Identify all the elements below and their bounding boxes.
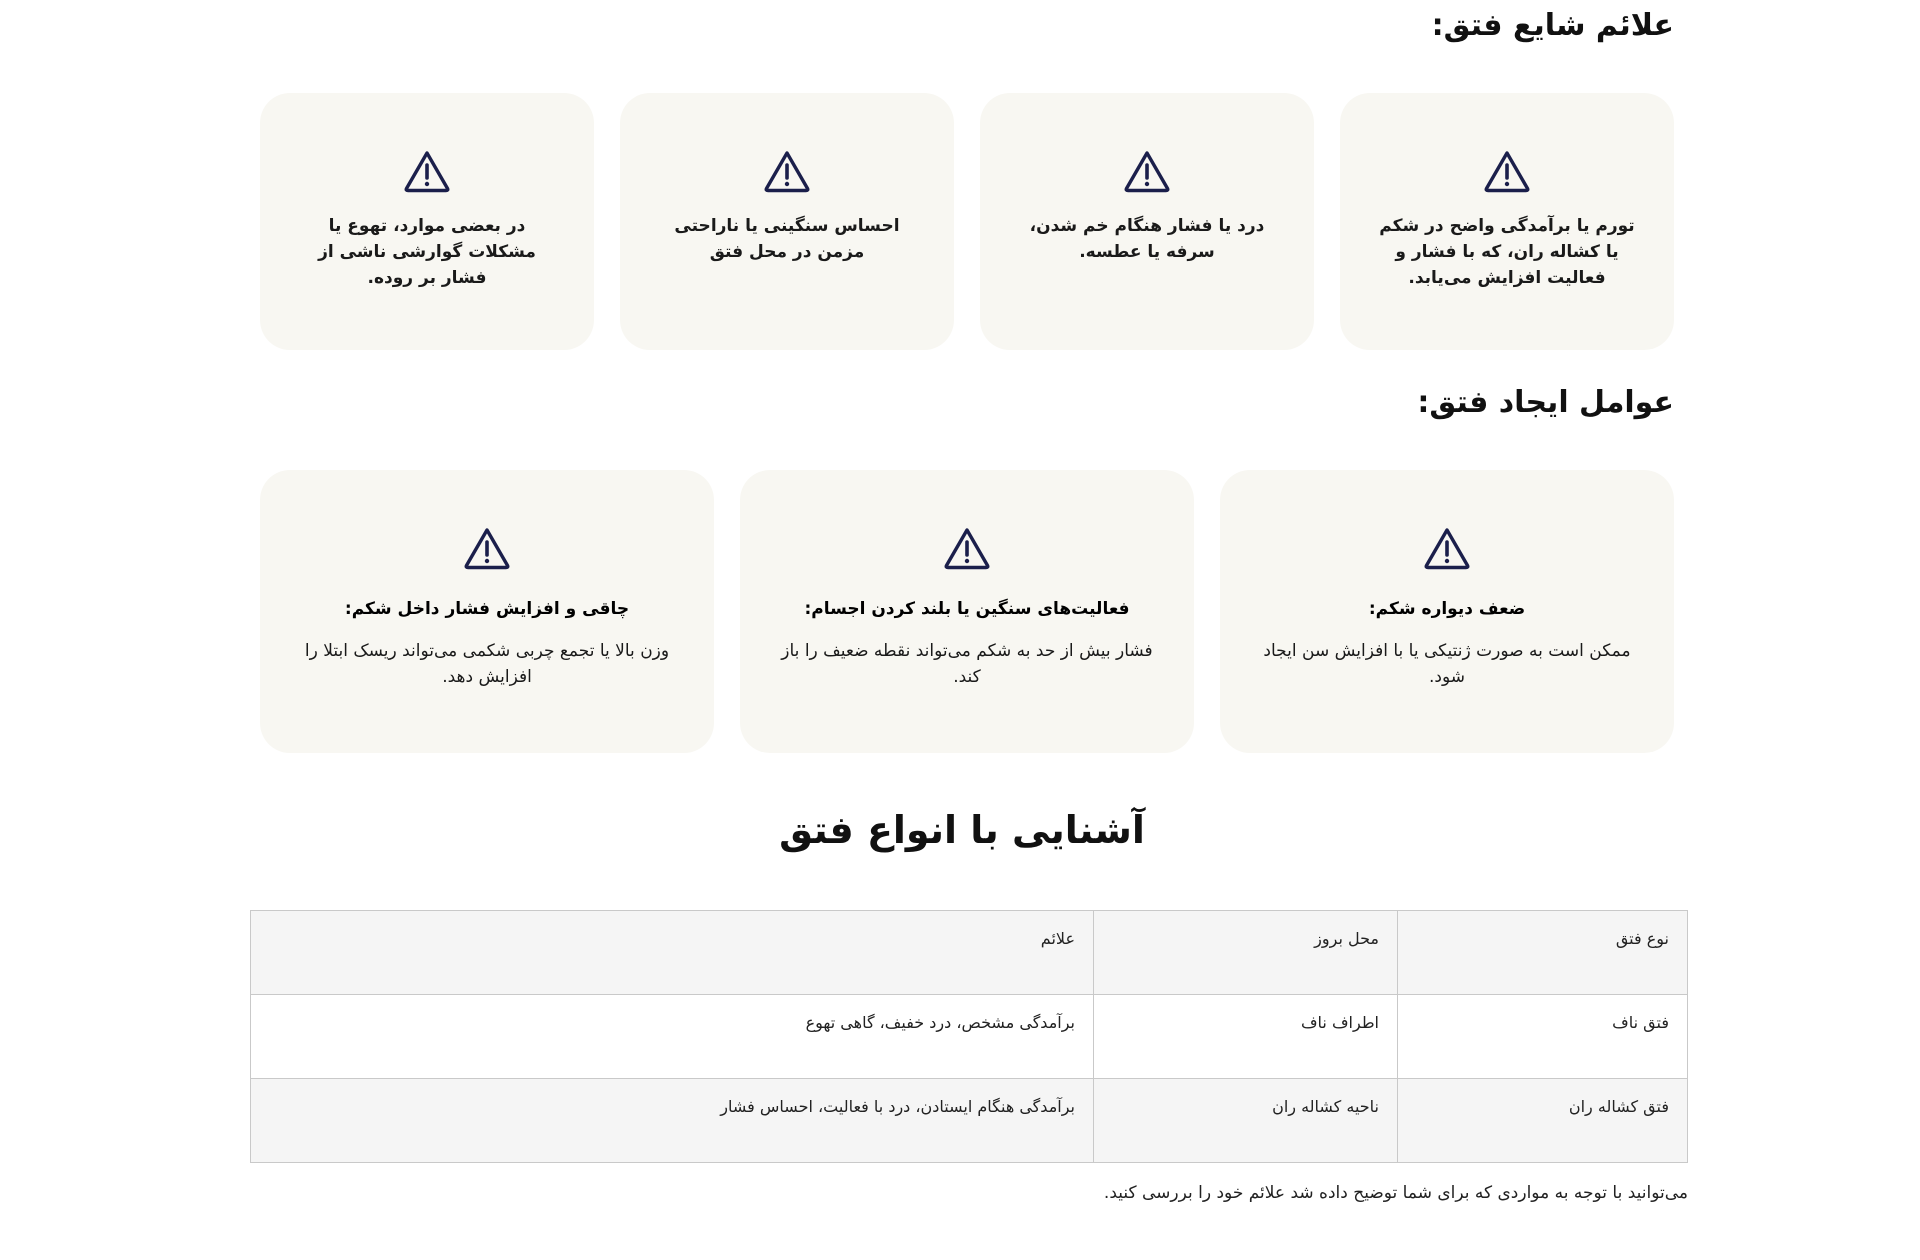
hernia-types-heading: آشنایی با انواع فتق bbox=[779, 808, 1145, 852]
table-cell: برآمدگی هنگام ایستادن، درد با فعالیت، احساس فشار bbox=[251, 1079, 1094, 1163]
cause-title: چاقی و افزایش فشار داخل شکم: bbox=[344, 599, 630, 619]
table-row bbox=[251, 995, 1688, 1079]
symptoms-cards bbox=[260, 93, 1674, 350]
warning-triangle-icon bbox=[1483, 149, 1531, 193]
hernia-types-table bbox=[250, 910, 1688, 1163]
symptom-card bbox=[980, 93, 1314, 350]
cause-title: ضعف دیواره شکم: bbox=[1368, 599, 1526, 619]
cause-description: ممکن است به صورت ژنتیکی یا با افزایش سن ایجاد شود. bbox=[1263, 641, 1631, 687]
symptom-card bbox=[1340, 93, 1674, 350]
symptom-text: تورم یا برآمدگی واضح در شکم یا کشاله ران، که با فشار و فعالیت افزایش می‌یابد. bbox=[1379, 216, 1635, 288]
warning-triangle-icon bbox=[1423, 526, 1471, 570]
cause-title: فعالیت‌های سنگین یا بلند کردن اجسام: bbox=[804, 599, 1130, 619]
cause-card bbox=[260, 470, 714, 753]
table-cell: فتق کشاله ران bbox=[1398, 1079, 1688, 1163]
footer-note: می‌توانید با توجه به مواردی که برای شما توضیح داده شد علائم خود را بررسی کنید. bbox=[1103, 1183, 1688, 1203]
cause-card bbox=[1220, 470, 1674, 753]
warning-triangle-icon bbox=[1123, 149, 1171, 193]
symptom-text: در بعضی موارد، تهوع یا مشکلات گوارشی ناشی از فشار بر روده. bbox=[318, 216, 536, 288]
symptom-card bbox=[620, 93, 954, 350]
cause-description: وزن بالا یا تجمع چربی شکمی می‌تواند ریسک ابتلا را افزایش دهد. bbox=[304, 641, 670, 687]
warning-triangle-icon bbox=[943, 526, 991, 570]
warning-triangle-icon bbox=[463, 526, 511, 570]
symptom-text: احساس سنگینی یا ناراحتی مزمن در محل فتق bbox=[674, 216, 900, 262]
symptom-text: درد یا فشار هنگام خم شدن، سرفه یا عطسه. bbox=[1029, 216, 1265, 262]
symptoms-heading: علائم شایع فتق: bbox=[1431, 8, 1674, 43]
causes-heading: عوامل ایجاد فتق: bbox=[1417, 385, 1674, 420]
cause-description: فشار بیش از حد به شکم می‌تواند نقطه ضعیف را باز کند. bbox=[781, 641, 1153, 687]
table-cell: اطراف ناف bbox=[1094, 995, 1398, 1079]
table-cell: برآمدگی مشخص، درد خفیف، گاهی تهوع bbox=[251, 995, 1094, 1079]
warning-triangle-icon bbox=[763, 149, 811, 193]
symptom-card bbox=[260, 93, 594, 350]
table-cell: فتق ناف bbox=[1398, 995, 1688, 1079]
cause-card bbox=[740, 470, 1194, 753]
table-header-cell: علائم bbox=[251, 911, 1094, 995]
table-header-cell: محل بروز bbox=[1094, 911, 1398, 995]
table-header-row bbox=[251, 911, 1688, 995]
causes-cards bbox=[260, 470, 1674, 753]
table-cell: ناحیه کشاله ران bbox=[1094, 1079, 1398, 1163]
warning-triangle-icon bbox=[403, 149, 451, 193]
table-header-cell: نوع فتق bbox=[1398, 911, 1688, 995]
table-row bbox=[251, 1079, 1688, 1163]
